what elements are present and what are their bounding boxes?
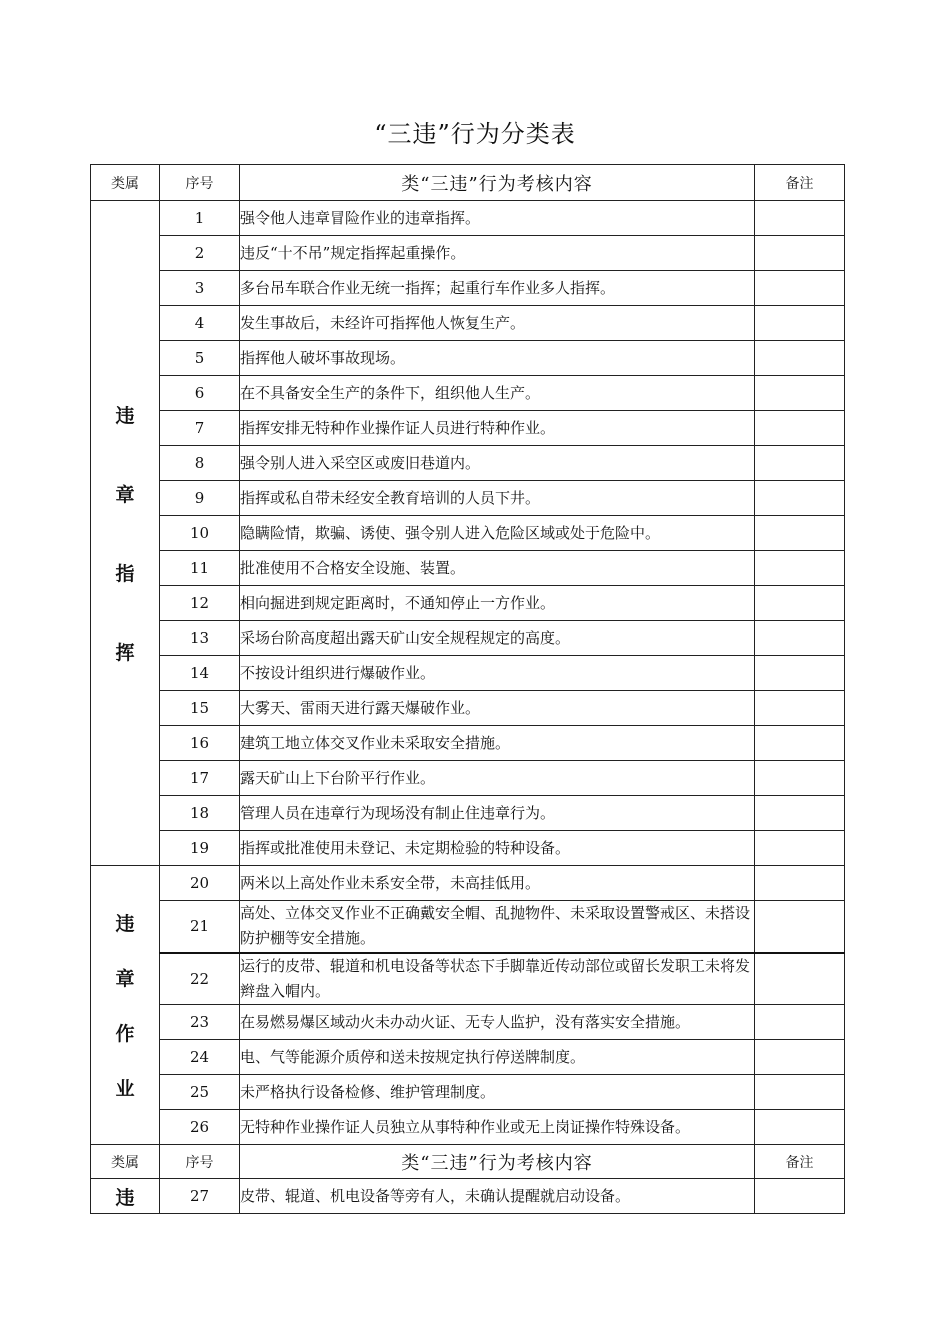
row-content: 隐瞒险情，欺骗、诱使、强令别人进入危险区域或处于危险中。 (240, 516, 755, 551)
row-content: 露天矿山上下台阶平行作业。 (240, 761, 755, 796)
row-note (755, 691, 845, 726)
row-note (755, 446, 845, 481)
row-content: 在易燃易爆区域动火未办动火证、无专人监护，没有落实安全措施。 (240, 1005, 755, 1040)
row-note (755, 726, 845, 761)
row-content: 多台吊车联合作业无统一指挥；起重行车作业多人指挥。 (240, 271, 755, 306)
row-number: 22 (160, 953, 240, 1005)
table-row (91, 481, 845, 516)
table-row (91, 341, 845, 376)
row-note (755, 656, 845, 691)
category-char: 指 (115, 563, 135, 585)
row-number: 26 (160, 1110, 240, 1145)
row-number: 25 (160, 1075, 240, 1110)
row-content: 皮带、辊道、机电设备等旁有人，未确认提醒就启动设备。 (240, 1179, 755, 1214)
table-row (91, 901, 845, 953)
row-note (755, 1075, 845, 1110)
row-content: 无特种作业操作证人员独立从事特种作业或无上岗证操作特殊设备。 (240, 1110, 755, 1145)
table-row (91, 761, 845, 796)
row-number: 13 (160, 621, 240, 656)
row-number: 24 (160, 1040, 240, 1075)
category-char: 违 (115, 405, 135, 427)
row-content: 指挥安排无特种作业操作证人员进行特种作业。 (240, 411, 755, 446)
table-row (91, 446, 845, 481)
row-number: 23 (160, 1005, 240, 1040)
header-category: 类属 (91, 1145, 160, 1179)
table-row (91, 726, 845, 761)
row-content: 建筑工地立体交叉作业未采取安全措施。 (240, 726, 755, 761)
category-char: 章 (115, 968, 135, 990)
table-row (91, 1110, 845, 1145)
table-header-row-repeat (91, 1145, 845, 1179)
table-row (91, 1040, 845, 1075)
row-number: 15 (160, 691, 240, 726)
row-note (755, 586, 845, 621)
row-content: 不按设计组织进行爆破作业。 (240, 656, 755, 691)
row-note (755, 306, 845, 341)
row-note (755, 341, 845, 376)
row-number: 7 (160, 411, 240, 446)
row-number: 14 (160, 656, 240, 691)
table-row (91, 271, 845, 306)
header-category: 类属 (91, 165, 160, 201)
table-row (91, 306, 845, 341)
row-number: 19 (160, 831, 240, 866)
row-note (755, 481, 845, 516)
row-content: 两米以上高处作业未系安全带，未高挂低用。 (240, 866, 755, 901)
row-content: 批准使用不合格安全设施、装置。 (240, 551, 755, 586)
table-row (91, 866, 845, 901)
row-number: 16 (160, 726, 240, 761)
category-cell (91, 866, 160, 1145)
table-row (91, 551, 845, 586)
row-note (755, 516, 845, 551)
violation-table (90, 164, 845, 1214)
row-number: 5 (160, 341, 240, 376)
row-content: 高处、立体交叉作业不正确戴安全帽、乱抛物件、未采取设置警戒区、未搭设防护棚等安全措施。 (240, 901, 755, 953)
row-number: 18 (160, 796, 240, 831)
table-row (91, 1179, 845, 1214)
row-number: 2 (160, 236, 240, 271)
row-number: 1 (160, 201, 240, 236)
table-row (91, 411, 845, 446)
table-row (91, 1075, 845, 1110)
table-header-row (91, 165, 845, 201)
row-note (755, 1110, 845, 1145)
table-row (91, 691, 845, 726)
table-row (91, 953, 845, 1005)
row-content: 指挥他人破坏事故现场。 (240, 341, 755, 376)
category-char: 业 (115, 1078, 135, 1100)
row-number: 20 (160, 866, 240, 901)
row-note (755, 236, 845, 271)
row-number: 9 (160, 481, 240, 516)
table-body (91, 165, 845, 1214)
table-row (91, 586, 845, 621)
table-row (91, 796, 845, 831)
category-char: 挥 (115, 642, 135, 664)
header-content: 类“三违”行为考核内容 (240, 165, 755, 201)
header-note: 备注 (755, 165, 845, 201)
header-number: 序号 (160, 1145, 240, 1179)
row-number: 11 (160, 551, 240, 586)
row-note (755, 901, 845, 953)
row-content: 采场台阶高度超出露天矿山安全规程规定的高度。 (240, 621, 755, 656)
row-number: 4 (160, 306, 240, 341)
row-note (755, 953, 845, 1005)
row-content: 大雾天、雷雨天进行露天爆破作业。 (240, 691, 755, 726)
table-row (91, 236, 845, 271)
row-content: 电、气等能源介质停和送未按规定执行停送牌制度。 (240, 1040, 755, 1075)
row-content: 强令别人进入采空区或废旧巷道内。 (240, 446, 755, 481)
row-note (755, 411, 845, 446)
row-content: 未严格执行设备检修、维护管理制度。 (240, 1075, 755, 1110)
row-number: 27 (160, 1179, 240, 1214)
row-note (755, 271, 845, 306)
category-char: 违 (115, 913, 135, 935)
header-content: 类“三违”行为考核内容 (240, 1145, 755, 1179)
row-note (755, 551, 845, 586)
category-cell (91, 201, 160, 866)
row-number: 3 (160, 271, 240, 306)
row-content: 强令他人违章冒险作业的违章指挥。 (240, 201, 755, 236)
header-note: 备注 (755, 1145, 845, 1179)
row-number: 6 (160, 376, 240, 411)
row-note (755, 376, 845, 411)
category-cell (91, 1179, 160, 1214)
row-number: 17 (160, 761, 240, 796)
header-number: 序号 (160, 165, 240, 201)
row-note (755, 831, 845, 866)
row-number: 12 (160, 586, 240, 621)
table-row (91, 516, 845, 551)
row-note (755, 761, 845, 796)
table-row (91, 656, 845, 691)
row-number: 8 (160, 446, 240, 481)
row-note (755, 796, 845, 831)
row-content: 指挥或私自带未经安全教育培训的人员下井。 (240, 481, 755, 516)
row-content: 在不具备安全生产的条件下，组织他人生产。 (240, 376, 755, 411)
category-char: 违 (115, 1186, 135, 1209)
row-note (755, 1005, 845, 1040)
table-row (91, 831, 845, 866)
row-content: 发生事故后，未经许可指挥他人恢复生产。 (240, 306, 755, 341)
table-row (91, 376, 845, 411)
row-number: 10 (160, 516, 240, 551)
table-row (91, 621, 845, 656)
category-char: 章 (115, 484, 135, 506)
row-content: 相向掘进到规定距离时，不通知停止一方作业。 (240, 586, 755, 621)
document-title: “三违”行为分类表 (374, 120, 576, 148)
row-content: 指挥或批准使用未登记、未定期检验的特种设备。 (240, 831, 755, 866)
row-content: 违反“十不吊”规定指挥起重操作。 (240, 236, 755, 271)
row-note (755, 1040, 845, 1075)
row-note (755, 866, 845, 901)
row-note (755, 201, 845, 236)
row-note (755, 1179, 845, 1214)
table-row (91, 201, 845, 236)
row-note (755, 621, 845, 656)
row-content: 运行的皮带、辊道和机电设备等状态下手脚靠近传动部位或留长发职工未将发辫盘入帽内。 (240, 953, 755, 1005)
row-content: 管理人员在违章行为现场没有制止住违章行为。 (240, 796, 755, 831)
category-char: 作 (115, 1023, 135, 1045)
table-row (91, 1005, 845, 1040)
row-number: 21 (160, 901, 240, 953)
